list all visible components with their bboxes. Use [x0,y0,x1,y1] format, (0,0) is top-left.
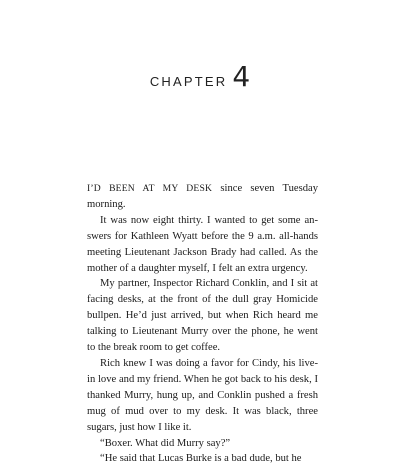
chapter-number: 4 [232,60,251,93]
paragraph-1-text: since seven Tuesday morning. [87,183,318,210]
paragraph-6: “He said that Lucas Burke is a bad dude, but he [100,453,302,465]
chapter-heading [0,60,400,93]
paragraph-1 [87,181,318,213]
paragraph-5: “Boxer. What did Murry say?” [100,437,231,449]
paragraph-2: It was now eight thirty. I wanted to get some answers for Kathleen Wyatt before the 9 a.m. all-hands meeting Lieutenant Jackson Brady had called. As the mother of a daughter myself, I felt an extra urgency. [87,214,318,274]
chapter-body [87,181,318,467]
paragraph-4: Rich knew I was doing a favor for Cindy, his live-in love and my friend. When he got back to his desk, I thanked Murry, hung up, and Conklin pushed a fresh mug of mud over to my desk. It was black, three sugars, just how I like it. [87,357,318,433]
paragraph-3: My partner, Inspector Richard Conklin, and I sit at facing desks, at the front of the dull gray Homicide bullpen. He’d just arrived, but when Rich heard me talking to Lieutenant Murry over the phone, he went to the break room to get coffee. [87,278,318,354]
opening-small-caps: I’D BEEN AT MY DESK [87,183,213,194]
chapter-title: CHAPTER [149,74,228,89]
